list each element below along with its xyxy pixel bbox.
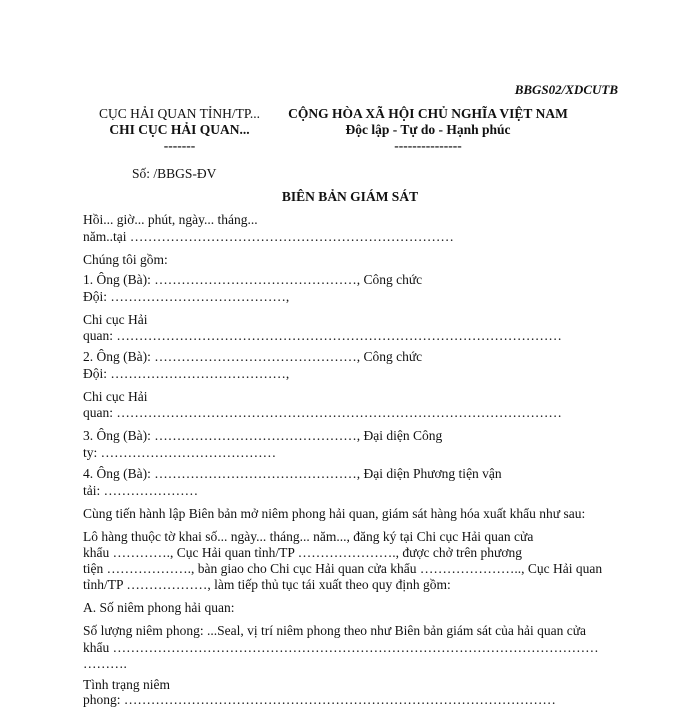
motto-line-2: Độc lập - Tự do - Hạnh phúc bbox=[345, 122, 511, 137]
body-line: khẩu …………., Cục Hải quan tỉnh/TP …………………., được chở trên phương bbox=[83, 545, 523, 560]
body-line: 3. Ông (Bà): ………………………………………, Đại diện Công bbox=[83, 428, 443, 443]
body-line: 4. Ông (Bà): ………………………………………, Đại diện Phương tiện vận bbox=[83, 466, 502, 481]
body-line: tỉnh/TP ………………, làm tiếp thủ tục tái xuất theo quy định gồm: bbox=[83, 577, 451, 592]
document-number: Số: /BBGS-ĐV bbox=[132, 166, 217, 181]
body-line: phong: …………………………………………………………………………………… bbox=[83, 692, 556, 707]
agency-line-1: CỤC HẢI QUAN TỈNH/TP... bbox=[98, 106, 260, 121]
body-line: năm..tại ……………………………………………………………… bbox=[83, 229, 454, 244]
document-title: BIÊN BẢN GIÁM SÁT bbox=[281, 189, 419, 204]
body-line: ty: ………………………………… bbox=[83, 445, 277, 460]
body-line: quan: ……………………………………………………………………………………… bbox=[83, 405, 562, 420]
body-line: Tình trạng niêm bbox=[83, 677, 170, 692]
body-line: Cùng tiến hành lập Biên bản mở niêm phong hải quan, giám sát hàng hóa xuất khẩu như sau: bbox=[83, 506, 586, 521]
body-line: tải: ………………… bbox=[83, 483, 199, 498]
body-line: Đội: …………………………………, bbox=[83, 289, 290, 304]
agency-line-2: CHI CỤC HẢI QUAN... bbox=[109, 122, 250, 137]
agency-separator: ------- bbox=[163, 138, 196, 153]
body-line: Đội: …………………………………, bbox=[83, 366, 290, 381]
body-line: Lô hàng thuộc tờ khai số... ngày... tháng... năm..., đăng ký tại Chi cục Hải quan cửa bbox=[83, 529, 534, 544]
national-motto-header bbox=[278, 106, 578, 154]
body-line: khẩu ……………………………………………………………………………………………… bbox=[83, 640, 599, 655]
motto-separator: --------------- bbox=[394, 138, 462, 153]
motto-line-1: CỘNG HÒA XÃ HỘI CHỦ NGHĨA VIỆT NAM bbox=[288, 106, 568, 121]
form-code: BBGS02/XDCUTB bbox=[514, 82, 618, 97]
body-line: quan: ……………………………………………………………………………………… bbox=[83, 328, 562, 343]
body-line: ………. bbox=[83, 656, 127, 671]
body-line: Chi cục Hải bbox=[83, 389, 148, 404]
body-line: tiện ………………., bàn giao cho Chi cục Hải quan cửa khẩu ………………….., Cục Hải quan bbox=[83, 561, 603, 576]
body-line: 2. Ông (Bà): ………………………………………, Công chức bbox=[83, 349, 423, 364]
body-line: Chúng tôi gồm: bbox=[83, 252, 168, 267]
issuing-agency-header bbox=[72, 106, 287, 154]
body-line: Chi cục Hải bbox=[83, 312, 148, 327]
body-line: Số lượng niêm phong: ...Seal, vị trí niêm phong theo như Biên bản giám sát của hải quan cửa bbox=[83, 623, 587, 638]
body-line: Hồi... giờ... phút, ngày... tháng... bbox=[83, 212, 258, 227]
body-line: A. Số niêm phong hải quan: bbox=[83, 600, 235, 615]
body-line: 1. Ông (Bà): ………………………………………, Công chức bbox=[83, 272, 423, 287]
